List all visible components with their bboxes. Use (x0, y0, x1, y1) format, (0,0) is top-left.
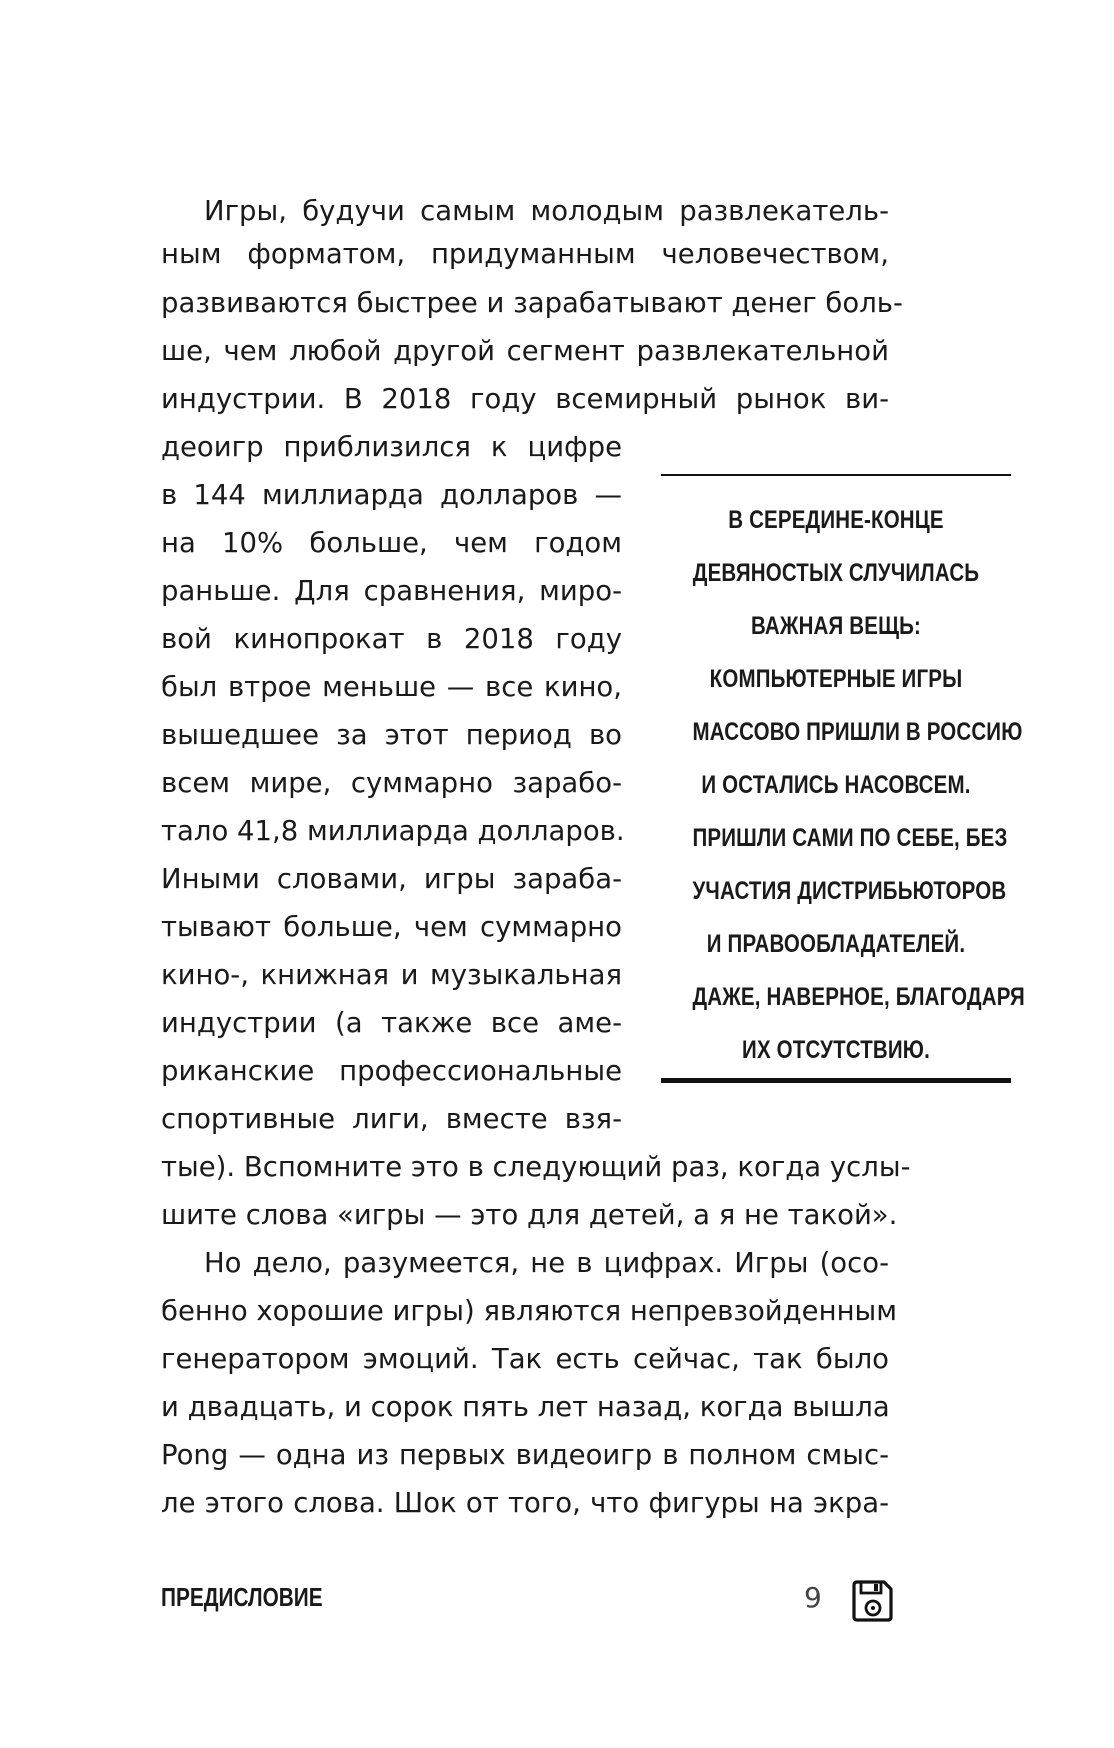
pull-quote-line: МАССОВО ПРИШЛИ В РОССИЮ (692, 718, 1023, 746)
pull-quote-line: И ПРАВООБЛАДАТЕЛЕЙ. (706, 930, 966, 958)
body-line: развиваются быстрее и зарабатывают денег боль- (161, 287, 903, 319)
body-line: генератором эмоций. Так есть сейчас, так было (161, 1343, 889, 1375)
pull-quote-line: КОМПЬЮТЕРНЫЕ ИГРЫ (709, 665, 963, 693)
body-line: вой кинопрокат в 2018 году (161, 623, 622, 655)
pull-quote-bottom-rule (661, 1078, 1011, 1083)
body-line: индустрии (а также все аме- (161, 1007, 622, 1039)
body-line: спортивные лиги, вместе взя- (161, 1103, 622, 1135)
body-line: бенно хорошие игры) являются непревзойденным (161, 1295, 898, 1327)
body-line: был втрое меньше — все кино, (161, 671, 622, 703)
body-line: вышедшее за этот период во (161, 719, 622, 751)
body-line: Игры, будучи самым молодым развлекатель- (204, 195, 889, 227)
pull-quote-line: ДЕВЯНОСТЫХ СЛУЧИЛАСЬ (692, 559, 980, 587)
body-line: всем мире, суммарно зарабо- (161, 767, 622, 799)
body-line: ным форматом, придуманным человечеством, (161, 238, 889, 270)
pull-quote-line: В СЕРЕДИНЕ-КОНЦЕ (728, 506, 944, 534)
body-line: Иными словами, игры зараба- (161, 863, 622, 895)
pull-quote-line: ПРИШЛИ САМИ ПО СЕБЕ, БЕЗ (692, 824, 1008, 852)
body-line: тые). Вспомните это в следующий раз, когда услы- (161, 1151, 911, 1183)
pull-quote (661, 474, 1025, 1084)
pull-quote-line: ИХ ОТСУТСТВИЮ. (742, 1036, 930, 1064)
pull-quote-line: ВАЖНАЯ ВЕЩЬ: (750, 612, 922, 640)
running-footer-title: ПРЕДИСЛОВИЕ (161, 1582, 323, 1612)
body-line: ше, чем любой другой сегмент развлекательной (161, 335, 889, 367)
body-line: шите слова «игры — это для детей, а я не такой». (161, 1199, 898, 1231)
body-line: в 144 миллиарда долларов — (161, 479, 622, 511)
body-line: ле этого слова. Шок от того, что фигуры на экра- (161, 1487, 889, 1519)
body-line: и двадцать, и сорок пять лет назад, когда вышла (161, 1391, 890, 1423)
pull-quote-line: И ОСТАЛИСЬ НАСОВСЕМ. (701, 771, 971, 799)
body-line: Pong — одна из первых видеоигр в полном смыс- (161, 1439, 889, 1471)
body-line: на 10% больше, чем годом (161, 527, 622, 559)
body-line: кино-, книжная и музыкальная (161, 959, 622, 991)
body-line: Но дело, разумеется, не в цифрах. Игры (осо- (204, 1247, 889, 1279)
pull-quote-line: ДАЖЕ, НАВЕРНОЕ, БЛАГОДАРЯ (692, 983, 1025, 1011)
floppy-disk-icon (848, 1577, 896, 1625)
body-line: индустрии. В 2018 году всемирный рынок ви- (161, 383, 889, 415)
body-line: тывают больше, чем суммарно (161, 911, 622, 943)
body-line: раньше. Для сравнения, миро- (161, 575, 622, 607)
page-number: 9 (804, 1581, 822, 1614)
body-line: деоигр приблизился к цифре (161, 431, 622, 463)
body-line: риканские профессиональные (161, 1055, 622, 1087)
body-line: тало 41,8 миллиарда долларов. (161, 815, 625, 847)
pull-quote-top-rule (661, 474, 1011, 476)
pull-quote-line: УЧАСТИЯ ДИСТРИБЬЮТОРОВ (692, 877, 1007, 905)
